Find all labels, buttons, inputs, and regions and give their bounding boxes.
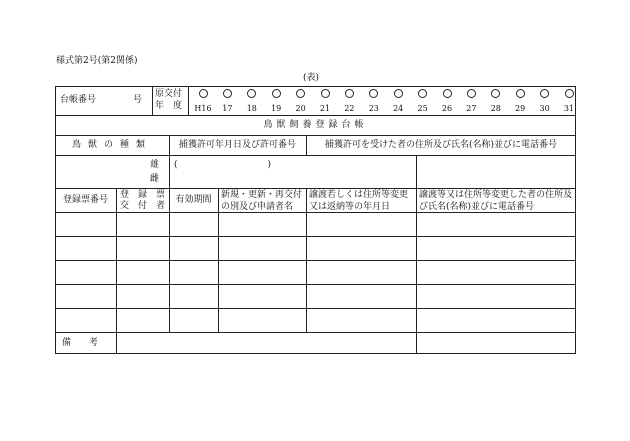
year-column	[337, 89, 361, 114]
ledger-number-label: 台帳番号	[60, 95, 97, 105]
year-column	[362, 89, 386, 114]
year-checkbox-circle[interactable]	[394, 89, 403, 98]
form-number-label: 様式第2号(第2関係)	[56, 56, 138, 66]
year-label: 18	[246, 104, 257, 113]
year-column	[289, 89, 313, 114]
year-column	[435, 89, 459, 114]
issuer-header-line1: 登 録 票	[119, 190, 165, 200]
permit-holder-label: 捕獲許可を受けた者の住所及び氏名(名称)並びに電話番号	[324, 140, 558, 150]
year-checkbox-circle[interactable]	[418, 89, 427, 98]
year-checkbox-circle[interactable]	[345, 89, 354, 98]
year-column	[484, 89, 508, 114]
year-column	[264, 89, 288, 114]
year-checkbox-circle[interactable]	[223, 89, 232, 98]
issue-year-label-1: 原交付	[155, 89, 183, 99]
year-checkbox-circle[interactable]	[296, 89, 305, 98]
year-checkbox-circle[interactable]	[321, 89, 330, 98]
year-checkbox-circle[interactable]	[540, 89, 549, 98]
year-checkbox-circle[interactable]	[565, 89, 574, 98]
year-label: H16	[194, 104, 212, 113]
species-parenthesis: ( )	[174, 160, 272, 170]
year-label: 25	[417, 104, 428, 113]
registration-number-header: 登録票番号	[62, 195, 108, 205]
year-checkbox-circle[interactable]	[491, 89, 500, 98]
capture-permit-label: 捕獲許可年月日及び許可番号	[178, 140, 296, 150]
year-checkbox-circle[interactable]	[467, 89, 476, 98]
year-label: 28	[490, 104, 501, 113]
year-label: 26	[441, 104, 453, 113]
year-label: 17	[222, 104, 233, 113]
year-checkbox-circle[interactable]	[272, 89, 281, 98]
validity-header: 有効期間	[175, 195, 212, 205]
year-column	[313, 89, 337, 114]
go-label: 号	[133, 95, 143, 105]
year-checkbox-circle[interactable]	[369, 89, 378, 98]
year-checkbox-circle[interactable]	[516, 89, 525, 98]
year-label: 20	[295, 104, 306, 113]
year-checkbox-circle[interactable]	[247, 89, 256, 98]
year-checkbox-circle[interactable]	[443, 89, 452, 98]
year-column	[508, 89, 532, 114]
year-label: 27	[466, 104, 477, 113]
year-label: 21	[319, 104, 331, 113]
male-label: 雄	[150, 160, 160, 170]
year-column	[386, 89, 410, 114]
year-checkbox-circle[interactable]	[199, 89, 208, 98]
year-label: 24	[393, 104, 404, 113]
year-column	[215, 89, 239, 114]
year-column	[533, 89, 557, 114]
issuer-header-line2: 交 付 者	[119, 201, 165, 211]
year-column	[240, 89, 264, 114]
year-label: 31	[563, 104, 575, 113]
application-type-header: 新規・更新・再交付の別及び申請者名	[221, 190, 303, 212]
year-column	[191, 89, 215, 114]
year-column	[459, 89, 483, 114]
transferee-header: 譲渡等又は住所等変更した者の住所及び氏名(名称)並びに電話番号	[419, 190, 573, 212]
year-label: 30	[539, 104, 550, 113]
remarks-label: 備 考	[62, 338, 99, 348]
transfer-date-header: 譲渡若しくは住所等変更又は返納等の年月日	[309, 190, 409, 212]
year-label: 19	[271, 104, 282, 113]
year-label: 22	[344, 104, 355, 113]
ledger-title: 鳥獣飼養登録台帳	[263, 120, 368, 130]
year-column	[557, 89, 581, 114]
front-side-label: (表)	[303, 73, 320, 83]
year-label: 23	[368, 104, 379, 113]
species-label: 鳥獣の種類	[71, 140, 152, 150]
female-label: 雌	[150, 174, 160, 184]
issue-year-label-2: 年 度	[155, 101, 183, 111]
year-label: 29	[515, 104, 526, 113]
year-column	[411, 89, 435, 114]
